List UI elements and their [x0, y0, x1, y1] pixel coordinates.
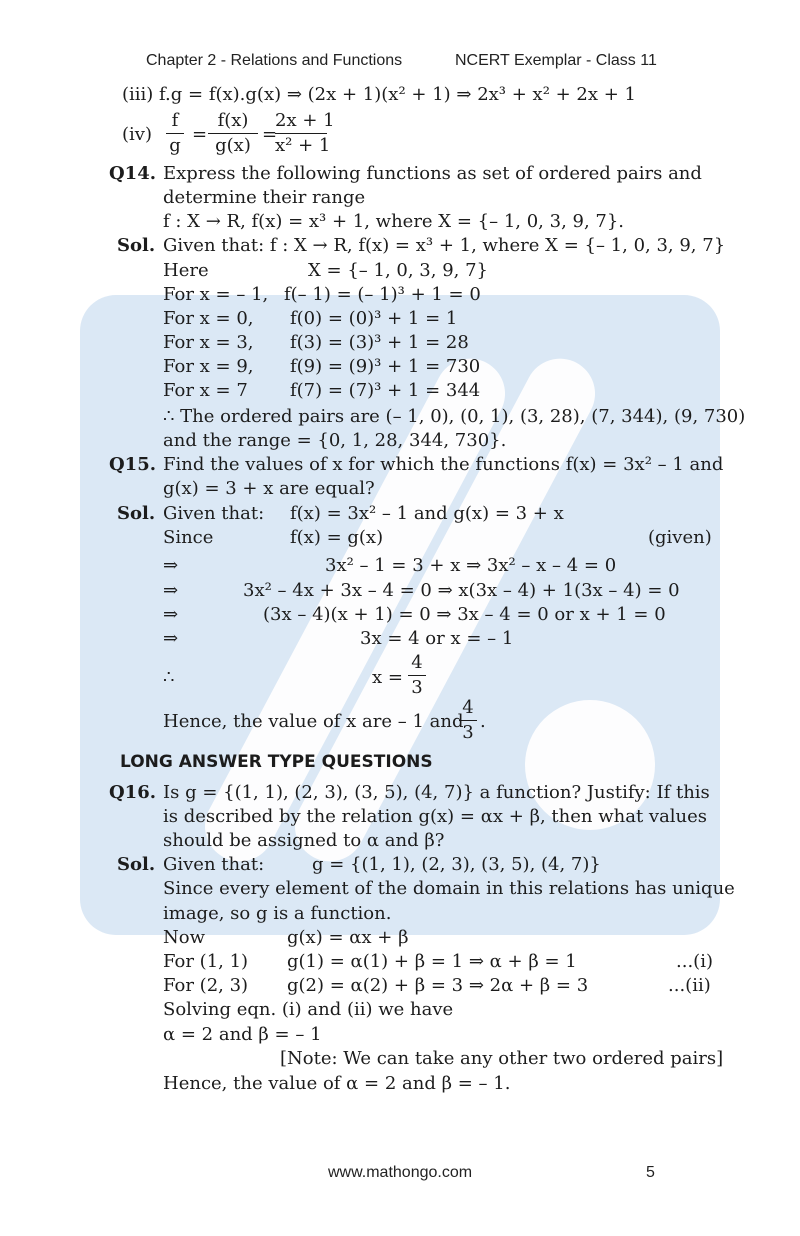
sol15-given-note: (given): [648, 527, 712, 548]
implies-arrow: ⇒: [163, 604, 179, 625]
fraction-bar: [459, 720, 477, 721]
section-title: LONG ANSWER TYPE QUESTIONS: [120, 752, 433, 772]
fraction-f-over-g: [166, 110, 184, 157]
sol14-conclusion: ∴ The ordered pairs are (– 1, 0), (0, 1), (3, 28), (7, 344), (9, 730): [163, 406, 746, 427]
sol14-given: Given that: f : X → R, f(x) = x³ + 1, where X = {– 1, 0, 3, 9, 7}: [163, 235, 726, 256]
q16-text: is described by the relation g(x) = αx + β, then what values: [163, 806, 708, 827]
sol15-x-equals: x =: [372, 667, 403, 688]
fraction-bar: [408, 675, 426, 676]
header-chapter: Chapter 2 - Relations and Functions: [146, 52, 403, 69]
therefore-symbol: ∴: [163, 667, 175, 688]
sol14-row-value: f(– 1) = (– 1)³ + 1 = 0: [284, 284, 481, 305]
equation-tag: ...(ii): [668, 975, 711, 996]
fraction-numerator: 4: [462, 697, 474, 718]
fraction-four-thirds: [408, 652, 426, 699]
implies-arrow: ⇒: [163, 580, 179, 601]
sol16-result: α = 2 and β = – 1: [163, 1024, 322, 1045]
q15-label: Q15.: [109, 454, 156, 475]
equals-sign: =: [262, 124, 278, 145]
sol14-label: Sol.: [117, 235, 156, 256]
sol16-label: Sol.: [117, 854, 156, 875]
sol14-row-value: f(9) = (9)³ + 1 = 730: [290, 356, 481, 377]
sol14-row-value: f(3) = (3)³ + 1 = 28: [290, 332, 469, 353]
sol16-note: [Note: We can take any other two ordered pairs]: [280, 1048, 724, 1069]
sol16-for-label: For (2, 3): [163, 975, 249, 996]
fraction-bar: [166, 133, 184, 134]
fraction-fx-over-gx: [208, 110, 258, 157]
sol14-row-label: For x = 0,: [163, 308, 254, 329]
sol16-text: Since every element of the domain in this relations has unique: [163, 878, 735, 899]
sol15-given-label: Given that:: [163, 503, 265, 524]
fraction-denominator: 3: [411, 677, 423, 698]
sol15-given-value: f(x) = 3x² – 1 and g(x) = 3 + x: [290, 503, 564, 524]
fraction-numerator: f: [171, 110, 179, 131]
sol15-step: 3x = 4 or x = – 1: [360, 628, 514, 649]
q15-text: Find the values of x for which the functions f(x) = 3x² – 1 and: [163, 454, 724, 475]
sol14-row-label: For x = – 1,: [163, 284, 269, 305]
fraction-result: [275, 110, 335, 157]
fraction-numerator: 4: [411, 652, 423, 673]
implies-arrow: ⇒: [163, 628, 179, 649]
line-iv-label: (iv): [122, 124, 152, 145]
sol14-row-label: For x = 9,: [163, 356, 254, 377]
fraction-numerator: 2x + 1: [275, 110, 335, 131]
sol16-for-label: For (1, 1): [163, 951, 249, 972]
fraction-denominator: g(x): [215, 135, 251, 156]
fraction-bar: [208, 133, 258, 134]
q16-text: should be assigned to α and β?: [163, 830, 445, 851]
sol14-row-label: For x = 3,: [163, 332, 254, 353]
sol16-for-value: g(2) = α(2) + β = 3 ⇒ 2α + β = 3: [287, 975, 589, 996]
sol15-hence-end: .: [480, 711, 486, 732]
fraction-denominator: g: [169, 135, 181, 156]
q14-text: Express the following functions as set of ordered pairs and: [163, 163, 702, 184]
fraction-four-thirds: [459, 697, 477, 744]
sol15-label: Sol.: [117, 503, 156, 524]
fraction-bar: [275, 133, 327, 134]
sol15-step: (3x – 4)(x + 1) = 0 ⇒ 3x – 4 = 0 or x + 1 = 0: [263, 604, 666, 625]
fraction-denominator: 3: [462, 722, 474, 743]
sol14-conclusion: and the range = {0, 1, 28, 344, 730}.: [163, 430, 507, 451]
sol15-since-value: f(x) = g(x): [290, 527, 384, 548]
sol16-solving: Solving eqn. (i) and (ii) we have: [163, 999, 454, 1020]
sol16-now-label: Now: [163, 927, 205, 948]
q16-text: Is g = {(1, 1), (2, 3), (3, 5), (4, 7)} a function? Justify: If this: [163, 782, 710, 803]
sol14-row-value: f(7) = (7)³ + 1 = 344: [290, 380, 481, 401]
q16-label: Q16.: [109, 782, 156, 803]
equation-tag: ...(i): [676, 951, 713, 972]
sol15-since-label: Since: [163, 527, 214, 548]
sol14-here-value: X = {– 1, 0, 3, 9, 7}: [308, 260, 488, 281]
sol15-step: 3x² – 4x + 3x – 4 = 0 ⇒ x(3x – 4) + 1(3x – 4) = 0: [243, 580, 680, 601]
q15-text: g(x) = 3 + x are equal?: [163, 478, 375, 499]
sol16-given-label: Given that:: [163, 854, 265, 875]
fraction-denominator: x² + 1: [275, 135, 331, 156]
header-book: NCERT Exemplar - Class 11: [455, 52, 657, 69]
sol14-row-value: f(0) = (0)³ + 1 = 1: [290, 308, 458, 329]
sol14-row-label: For x = 7: [163, 380, 248, 401]
sol16-for-value: g(1) = α(1) + β = 1 ⇒ α + β = 1: [287, 951, 577, 972]
sol15-hence: Hence, the value of x are – 1 and: [163, 711, 464, 732]
sol16-text: image, so g is a function.: [163, 903, 392, 924]
page-number: 5: [646, 1164, 655, 1181]
q14-text: f : X → R, f(x) = x³ + 1, where X = {– 1, 0, 3, 9, 7}.: [163, 211, 625, 232]
sol16-hence: Hence, the value of α = 2 and β = – 1.: [163, 1073, 511, 1094]
q14-label: Q14.: [109, 163, 156, 184]
sol16-now-value: g(x) = αx + β: [287, 927, 409, 948]
footer-url: www.mathongo.com: [328, 1164, 473, 1181]
sol16-given-value: g = {(1, 1), (2, 3), (3, 5), (4, 7)}: [312, 854, 601, 875]
q14-text: determine their range: [163, 187, 366, 208]
implies-arrow: ⇒: [163, 555, 179, 576]
sol15-step: 3x² – 1 = 3 + x ⇒ 3x² – x – 4 = 0: [325, 555, 617, 576]
fraction-numerator: f(x): [217, 110, 249, 131]
equals-sign: =: [192, 124, 208, 145]
sol14-here-label: Here: [163, 260, 209, 281]
line-iii: (iii) f.g = f(x).g(x) ⇒ (2x + 1)(x² + 1) ⇒ 2x³ + x² + 2x + 1: [122, 84, 637, 105]
